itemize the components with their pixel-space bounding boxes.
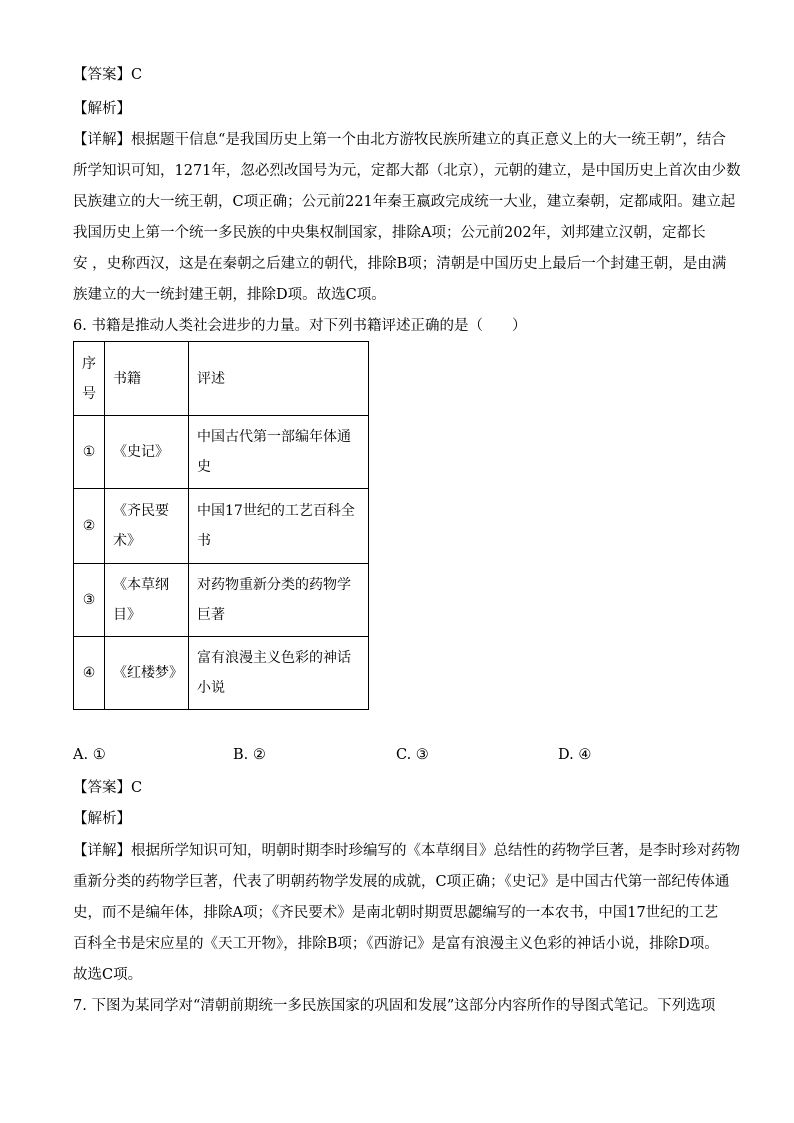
row-book: 《齐民要术》 bbox=[105, 489, 189, 564]
table-row bbox=[74, 416, 369, 489]
table-header-row bbox=[74, 342, 369, 416]
row-num: ③ bbox=[74, 564, 105, 637]
q6-stem: 6. 书籍是推动人类社会进步的力量。对下列书籍评述正确的是（ ） bbox=[73, 318, 527, 334]
q6-detail-line-2: 重新分类的药物学巨著，代表了明朝药物学发展的成就，C项正确；《史记》是中国古代第一部纪传体通 bbox=[73, 874, 730, 890]
row-num: ④ bbox=[74, 637, 105, 710]
q6-answer: 【答案】C bbox=[73, 780, 143, 796]
header-comment: 评述 bbox=[189, 342, 369, 416]
q7-stem: 7. 下图为某同学对“清朝前期统一多民族国家的巩固和发展”这部分内容所作的导图式笔记。下列选项 bbox=[73, 998, 716, 1014]
row-book: 《史记》 bbox=[105, 416, 189, 489]
book-table bbox=[73, 341, 369, 710]
option-b: B. ② bbox=[233, 747, 266, 763]
q6-detail-line-1: 【详解】根据所学知识可知，明朝时期李时珍编写的《本草纲目》总结性的药物学巨著，是李时珍对药物 bbox=[73, 843, 740, 859]
row-comment: 对药物重新分类的药物学巨著 bbox=[189, 564, 369, 637]
option-c: C. ③ bbox=[396, 747, 429, 763]
row-comment: 中国古代第一部编年体通史 bbox=[189, 416, 369, 489]
q5-analysis-label: 【解析】 bbox=[73, 101, 131, 117]
q5-detail-line-1: 【详解】根据题干信息“是我国历史上第一个由北方游牧民族所建立的真正意义上的大一统王朝”，结合 bbox=[73, 132, 726, 148]
row-book: 《本草纲目》 bbox=[105, 564, 189, 637]
q6-detail-line-3: 史，而不是编年体，排除A项；《齐民要术》是南北朝时期贾思勰编写的一本农书，中国17世纪的工艺 bbox=[73, 905, 719, 921]
row-book: 《红楼梦》 bbox=[105, 637, 189, 710]
q6-analysis-label: 【解析】 bbox=[73, 811, 131, 827]
header-num: 序号 bbox=[74, 342, 105, 416]
q6-detail-line-4: 百科全书是宋应星的《天工开物》，排除B项；《西游记》是富有浪漫主义色彩的神话小说，排除D项。 bbox=[73, 936, 719, 952]
q5-answer: 【答案】C bbox=[73, 67, 143, 83]
q5-detail-line-4: 我国历史上第一个统一多民族的中央集权制国家，排除A项；公元前202年，刘邦建立汉朝，定都长 bbox=[73, 225, 706, 241]
option-a: A. ① bbox=[73, 747, 106, 763]
row-comment: 富有浪漫主义色彩的神话小说 bbox=[189, 637, 369, 710]
q6-detail-line-5: 故选C项。 bbox=[73, 967, 143, 983]
table-row bbox=[74, 564, 369, 637]
table-row bbox=[74, 637, 369, 710]
q5-detail-line-2: 所学知识可知，1271年，忽必烈改国号为元，定都大都（北京），元朝的建立，是中国历史上首次由少数 bbox=[73, 163, 741, 179]
option-d: D. ④ bbox=[558, 747, 592, 763]
table-row bbox=[74, 489, 369, 564]
row-num: ① bbox=[74, 416, 105, 489]
header-book: 书籍 bbox=[105, 342, 189, 416]
row-comment: 中国17世纪的工艺百科全书 bbox=[189, 489, 369, 564]
q5-detail-line-3: 民族建立的大一统王朝，C项正确；公元前221年秦王嬴政完成统一大业，建立秦朝，定都咸阳。建立起 bbox=[73, 194, 736, 210]
q5-detail-line-5: 安 ，史称西汉，这是在秦朝之后建立的朝代，排除B项；清朝是中国历史上最后一个封建王朝，是由满 bbox=[73, 256, 727, 272]
q5-detail-line-6: 族建立的大一统封建王朝，排除D项。故选C项。 bbox=[73, 287, 386, 303]
row-num: ② bbox=[74, 489, 105, 564]
